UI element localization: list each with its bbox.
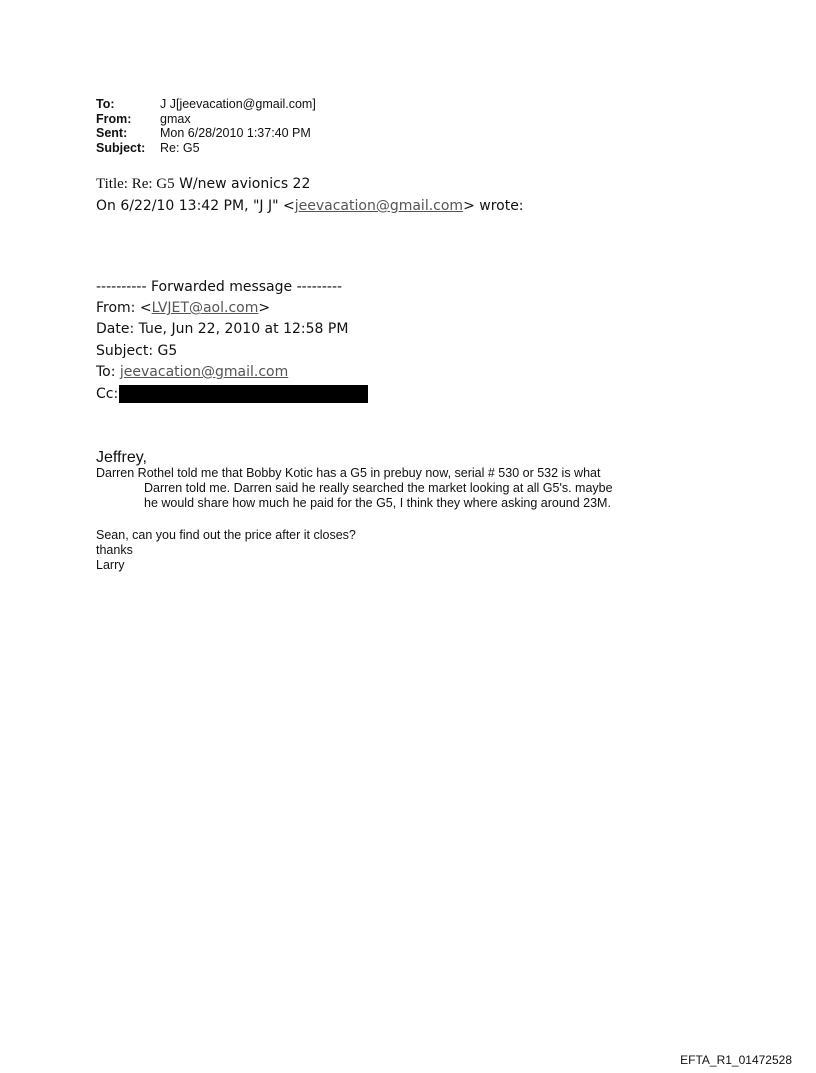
forwarded-cc-line	[96, 385, 368, 403]
forwarded-to-label: To:	[96, 364, 120, 380]
wrote-after: > wrote:	[463, 198, 524, 214]
header-row-subject	[96, 141, 316, 156]
redaction-box	[119, 385, 368, 403]
quoted-wrote-line	[96, 197, 524, 215]
email-header	[96, 97, 316, 155]
title-prefix: Title: Re: G5	[96, 176, 175, 192]
wrote-before: On 6/22/10 13:42 PM, "J J" <	[96, 198, 295, 214]
header-sent-value: Mon 6/28/2010 1:37:40 PM	[160, 126, 311, 140]
paragraph-2-line-3: Larry	[96, 558, 125, 572]
forwarded-to-email-link[interactable]: jeevacation@gmail.com	[119, 364, 289, 380]
wrote-email-link[interactable]: jeevacation@gmail.com	[294, 198, 464, 214]
header-to-label: To:	[96, 97, 115, 111]
forwarded-from-label: From: <	[96, 300, 152, 316]
document-id: EFTA_R1_01472528	[680, 1053, 792, 1067]
header-row-from	[96, 112, 316, 127]
forwarded-cc-label: Cc:	[96, 386, 119, 402]
header-subject-value: Re: G5	[160, 140, 200, 155]
header-from-value: gmax	[160, 111, 191, 126]
header-sent-label: Sent:	[96, 126, 128, 140]
paragraph-2-line-2: thanks	[96, 543, 133, 557]
paragraph-1-line-2: Darren told me. Darren said he really searched the market looking at all G5's. maybe	[144, 481, 613, 495]
forwarded-to-line	[96, 363, 288, 381]
header-from-label: From:	[96, 111, 132, 126]
forwarded-from-email-link[interactable]: LVJET@aol.com	[151, 300, 259, 316]
message-salutation: Jeffrey,	[96, 449, 147, 466]
title-subject: W/new avionics 22	[174, 176, 311, 192]
forwarded-from-close: >	[258, 300, 271, 316]
forwarded-separator: ---------- Forwarded message ---------	[96, 279, 343, 295]
title-line	[96, 175, 310, 193]
paragraph-1-line-1: Darren Rothel told me that Bobby Kotic has a G5 in prebuy now, serial # 530 or 532 is what	[96, 466, 601, 480]
header-row-to	[96, 97, 316, 112]
forwarded-from-line	[96, 299, 270, 317]
header-row-sent	[96, 126, 316, 141]
forwarded-date-line: Date: Tue, Jun 22, 2010 at 12:58 PM	[96, 321, 349, 337]
forwarded-subject-line: Subject: G5	[96, 343, 178, 359]
header-to-value: J J[jeevacation@gmail.com]	[160, 97, 316, 111]
paragraph-1-line-3: he would share how much he paid for the G5, I think they where asking around 23M.	[144, 496, 611, 510]
header-subject-label: Subject:	[96, 140, 146, 155]
message-paragraph-1	[96, 466, 613, 511]
message-paragraph-2	[96, 528, 356, 573]
paragraph-2-line-1: Sean, can you find out the price after it closes?	[96, 528, 356, 542]
